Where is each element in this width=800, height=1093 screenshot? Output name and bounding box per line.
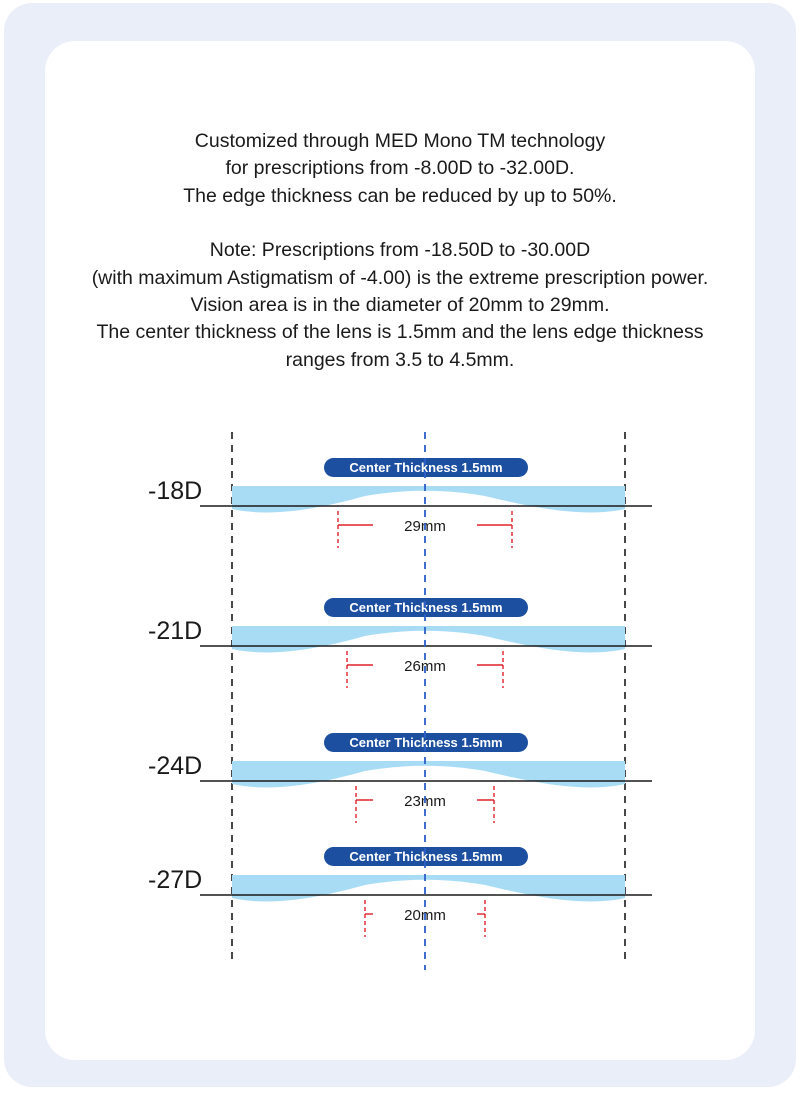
- note-line-5: ranges from 3.5 to 4.5mm.: [285, 348, 515, 371]
- center-thickness-badge-label: Center Thickness 1.5mm: [349, 460, 503, 475]
- lens-profile: [232, 486, 625, 512]
- center-thickness-badge-label: Center Thickness 1.5mm: [349, 600, 503, 615]
- intro-line-3: The edge thickness can be reduced by up to 50%.: [183, 184, 617, 207]
- vision-area-label: 20mm: [404, 907, 446, 924]
- note-line-2: (with maximum Astigmatism of -4.00) is the extreme prescription power.: [91, 266, 709, 289]
- power-label: -24D: [148, 752, 203, 780]
- lens-profile: [232, 626, 625, 652]
- intro-line-2: for prescriptions from -8.00D to -32.00D.: [225, 157, 575, 180]
- vision-area-label: 29mm: [404, 518, 446, 535]
- center-thickness-badge-label: Center Thickness 1.5mm: [349, 849, 503, 864]
- vision-area-label: 26mm: [404, 658, 446, 675]
- center-thickness-badge-label: Center Thickness 1.5mm: [349, 735, 503, 750]
- lens-profile: [232, 875, 625, 901]
- note-line-1: Note: Prescriptions from -18.50D to -30.00D: [209, 239, 591, 262]
- intro-line-1: Customized through MED Mono TM technology: [194, 130, 606, 152]
- power-label: -27D: [148, 866, 203, 894]
- power-label: -18D: [148, 477, 203, 505]
- note-line-4: The center thickness of the lens is 1.5mm and the lens edge thickness: [96, 321, 704, 344]
- lens-profile: [232, 761, 625, 787]
- power-label: -21D: [148, 617, 203, 645]
- vision-area-label: 23mm: [404, 793, 446, 810]
- note-line-3: Vision area is in the diameter of 20mm to 29mm.: [190, 294, 610, 317]
